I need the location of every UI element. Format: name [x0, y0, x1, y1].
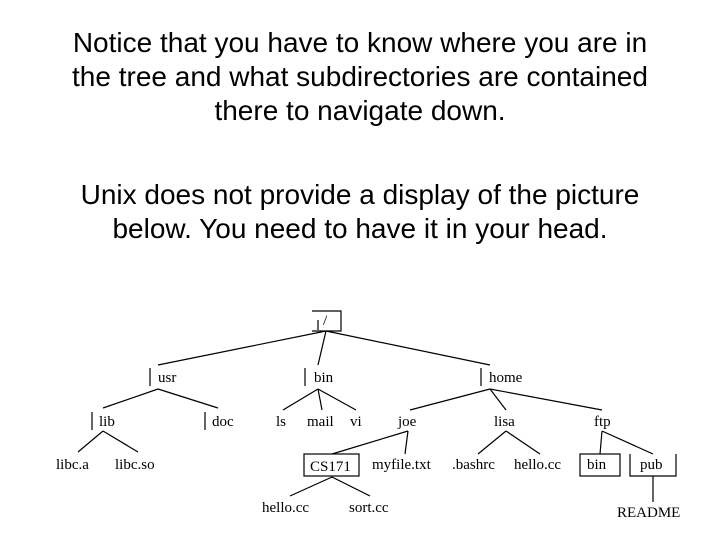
- sort-cc-file-label: sort.cc: [349, 500, 389, 516]
- joe-dir-label: joe: [398, 414, 417, 430]
- libc-so-file-label: libc.so: [115, 457, 155, 473]
- ftp-bin-dir-label: bin: [587, 457, 607, 473]
- hello-cc-lisa-file-label: hello.cc: [514, 457, 562, 473]
- lib-dir-label: lib: [99, 414, 115, 430]
- unix-note-line-1: Unix does not provide a display of the picture: [80, 179, 640, 210]
- bashrc-file-label: .bashrc: [452, 457, 495, 473]
- pub-dir-label: pub: [640, 457, 663, 473]
- ls-file-label: ls: [276, 414, 287, 430]
- directory-markers: [92, 311, 676, 476]
- bin-dir-label: bin: [314, 370, 334, 386]
- unix-note-line-2: below. You need to have it in your head.: [112, 213, 608, 244]
- lisa-dir-label: lisa: [494, 414, 515, 430]
- usr-dir-label: usr: [158, 370, 177, 386]
- cs171-dir-label: CS171: [310, 459, 351, 475]
- mail-file-label: mail: [307, 414, 334, 430]
- hello-cc-file-label: hello.cc: [262, 500, 310, 516]
- root-dir-label: /: [323, 313, 328, 329]
- intro-line-2: the tree and what subdirectories are contained: [72, 61, 648, 92]
- home-dir-label: home: [489, 370, 523, 386]
- tree-connectors: [78, 331, 653, 502]
- ftp-dir-label: ftp: [594, 414, 611, 430]
- libc-a-file-label: libc.a: [56, 457, 89, 473]
- intro-line-1: Notice that you have to know where you are in: [72, 27, 648, 58]
- intro-line-3: there to navigate down.: [214, 95, 506, 126]
- readme-file-label: README: [617, 505, 681, 521]
- vi-file-label: vi: [350, 414, 362, 430]
- doc-dir-label: doc: [212, 414, 234, 430]
- myfile-file-label: myfile.txt: [372, 457, 431, 473]
